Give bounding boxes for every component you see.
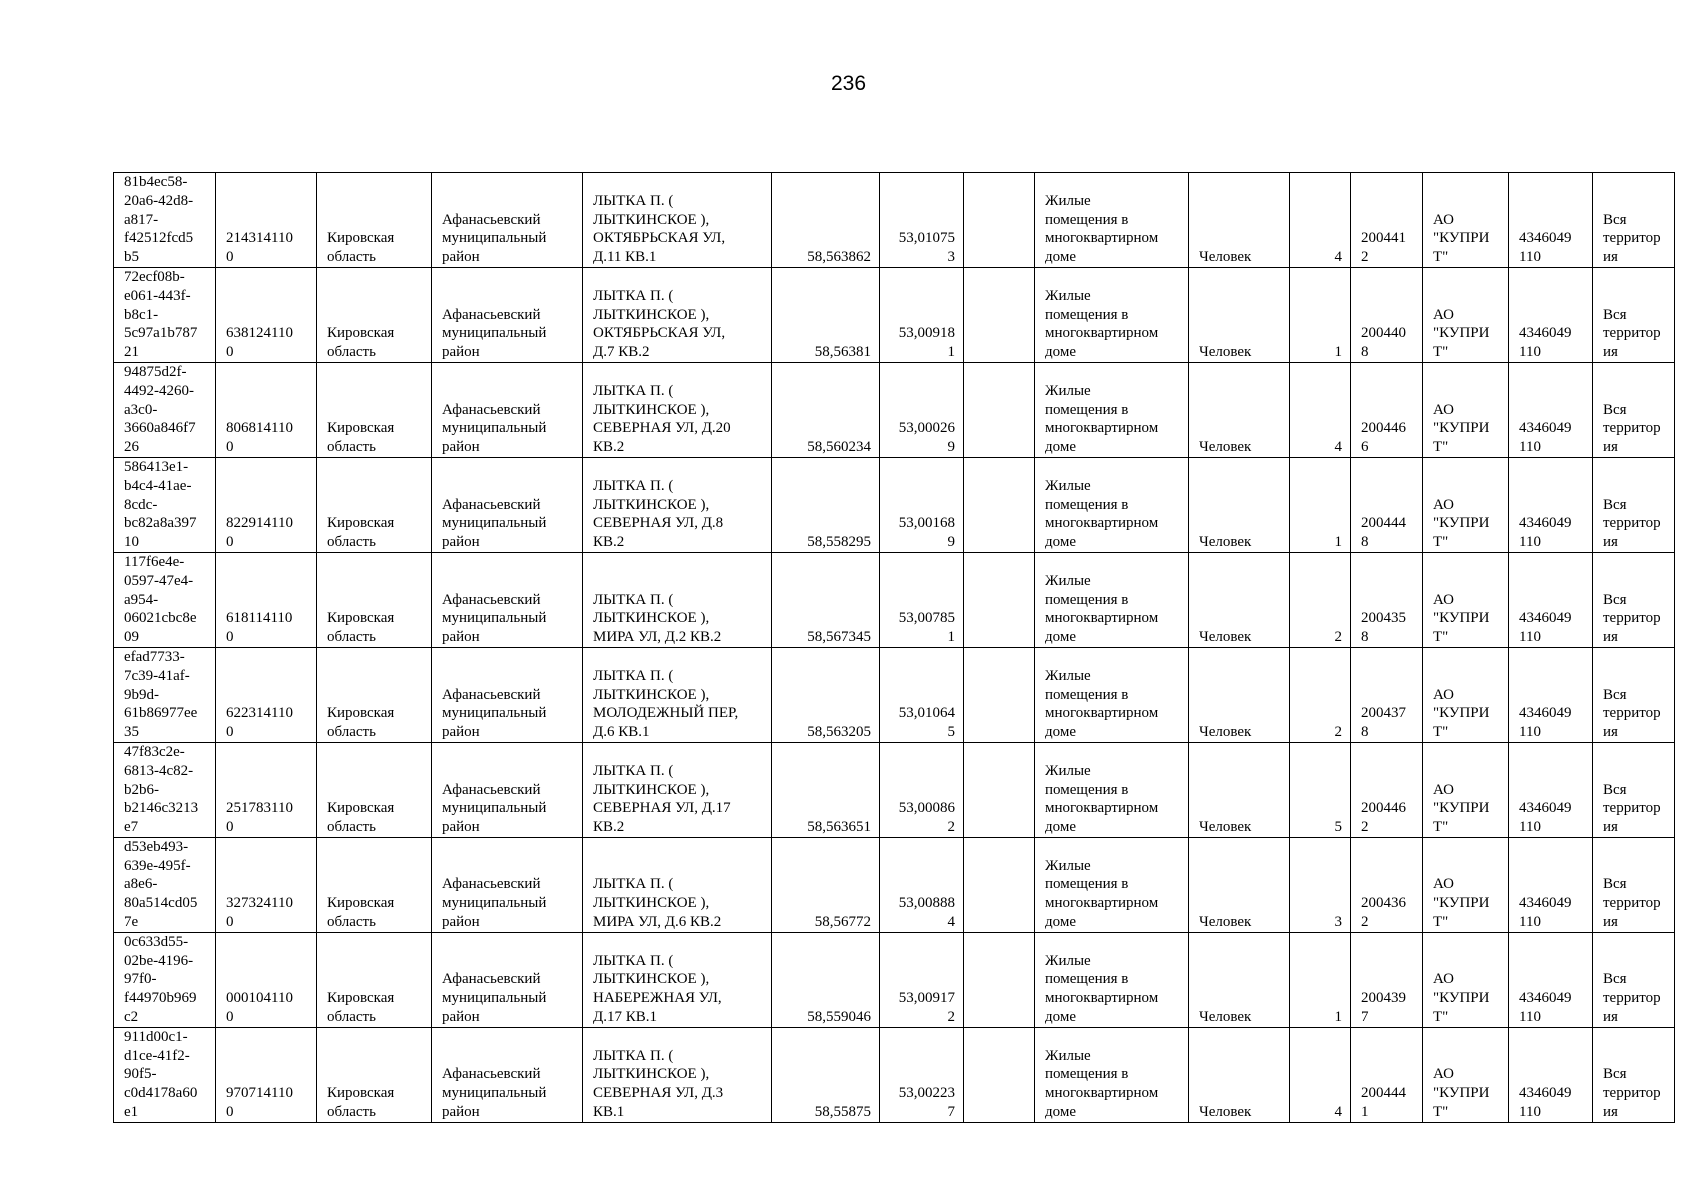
table-row [114, 932, 1675, 1027]
code-cell: 000104110 0 [216, 932, 317, 1027]
longitude-cell: 53,00917 2 [880, 932, 964, 1027]
number-cell: 200440 8 [1351, 267, 1423, 362]
guid-cell: 81b4ec58- 20a6-42d8- a817- f42512fcd5 b5 [114, 173, 216, 268]
latitude-cell: 58,563205 [772, 647, 880, 742]
table-row [114, 362, 1675, 457]
code-cell: 638124110 0 [216, 267, 317, 362]
count-cell: 1 [1290, 932, 1351, 1027]
count-cell: 1 [1290, 267, 1351, 362]
address-cell: ЛЫТКА П. ( ЛЫТКИНСКОЕ ), ОКТЯБРЬСКАЯ УЛ, Д.7 КВ.2 [583, 267, 772, 362]
number-cell: 200435 8 [1351, 552, 1423, 647]
table-row [114, 173, 1675, 268]
empty-cell [964, 742, 1035, 837]
inn-cell: 4346049 110 [1509, 837, 1593, 932]
premises-type-cell: Жилые помещения в многоквартирном доме [1035, 173, 1189, 268]
number-cell: 200444 8 [1351, 457, 1423, 552]
empty-cell [964, 552, 1035, 647]
district-cell: Афанасьевский муниципальный район [432, 267, 583, 362]
premises-type-cell: Жилые помещения в многоквартирном доме [1035, 552, 1189, 647]
region-cell: Кировская область [317, 932, 432, 1027]
organization-cell: АО "КУПРИ Т" [1423, 457, 1509, 552]
empty-cell [964, 173, 1035, 268]
premises-type-cell: Жилые помещения в многоквартирном доме [1035, 457, 1189, 552]
inn-cell: 4346049 110 [1509, 267, 1593, 362]
inn-cell: 4346049 110 [1509, 647, 1593, 742]
latitude-cell: 58,560234 [772, 362, 880, 457]
table-row [114, 1027, 1675, 1122]
organization-cell: АО "КУПРИ Т" [1423, 742, 1509, 837]
number-cell: 200436 2 [1351, 837, 1423, 932]
territory-cell: Вся территор ия [1593, 742, 1675, 837]
latitude-cell: 58,567345 [772, 552, 880, 647]
table-row [114, 742, 1675, 837]
guid-cell: d53eb493- 639e-495f- a8e6- 80a514cd05 7e [114, 837, 216, 932]
region-cell: Кировская область [317, 1027, 432, 1122]
guid-cell: efad7733- 7c39-41af- 9b9d- 61b86977ee 35 [114, 647, 216, 742]
organization-cell: АО "КУПРИ Т" [1423, 1027, 1509, 1122]
district-cell: Афанасьевский муниципальный район [432, 552, 583, 647]
address-cell: ЛЫТКА П. ( ЛЫТКИНСКОЕ ), МИРА УЛ, Д.2 КВ.2 [583, 552, 772, 647]
region-cell: Кировская область [317, 552, 432, 647]
region-cell: Кировская область [317, 647, 432, 742]
count-cell: 4 [1290, 173, 1351, 268]
premises-type-cell: Жилые помещения в многоквартирном доме [1035, 362, 1189, 457]
region-cell: Кировская область [317, 837, 432, 932]
territory-cell: Вся территор ия [1593, 932, 1675, 1027]
inn-cell: 4346049 110 [1509, 457, 1593, 552]
code-cell: 970714110 0 [216, 1027, 317, 1122]
unit-cell: Человек [1189, 457, 1290, 552]
guid-cell: 94875d2f- 4492-4260- a3c0- 3660a846f7 26 [114, 362, 216, 457]
region-cell: Кировская область [317, 267, 432, 362]
empty-cell [964, 932, 1035, 1027]
district-cell: Афанасьевский муниципальный район [432, 647, 583, 742]
count-cell: 2 [1290, 552, 1351, 647]
latitude-cell: 58,56772 [772, 837, 880, 932]
inn-cell: 4346049 110 [1509, 552, 1593, 647]
address-cell: ЛЫТКА П. ( ЛЫТКИНСКОЕ ), СЕВЕРНАЯ УЛ, Д.3 КВ.1 [583, 1027, 772, 1122]
longitude-cell: 53,00918 1 [880, 267, 964, 362]
number-cell: 200439 7 [1351, 932, 1423, 1027]
premises-type-cell: Жилые помещения в многоквартирном доме [1035, 932, 1189, 1027]
number-cell: 200444 1 [1351, 1027, 1423, 1122]
longitude-cell: 53,00026 9 [880, 362, 964, 457]
inn-cell: 4346049 110 [1509, 362, 1593, 457]
code-cell: 618114110 0 [216, 552, 317, 647]
inn-cell: 4346049 110 [1509, 742, 1593, 837]
address-cell: ЛЫТКА П. ( ЛЫТКИНСКОЕ ), ОКТЯБРЬСКАЯ УЛ, Д.11 КВ.1 [583, 173, 772, 268]
unit-cell: Человек [1189, 552, 1290, 647]
organization-cell: АО "КУПРИ Т" [1423, 932, 1509, 1027]
unit-cell: Человек [1189, 267, 1290, 362]
territory-cell: Вся территор ия [1593, 1027, 1675, 1122]
table-row [114, 457, 1675, 552]
territory-cell: Вся территор ия [1593, 647, 1675, 742]
count-cell: 5 [1290, 742, 1351, 837]
table-body [114, 173, 1675, 1123]
longitude-cell: 53,01075 3 [880, 173, 964, 268]
territory-cell: Вся территор ия [1593, 267, 1675, 362]
territory-cell: Вся территор ия [1593, 552, 1675, 647]
unit-cell: Человек [1189, 837, 1290, 932]
unit-cell: Человек [1189, 1027, 1290, 1122]
table-row [114, 647, 1675, 742]
longitude-cell: 53,00888 4 [880, 837, 964, 932]
empty-cell [964, 362, 1035, 457]
longitude-cell: 53,00223 7 [880, 1027, 964, 1122]
unit-cell: Человек [1189, 362, 1290, 457]
district-cell: Афанасьевский муниципальный район [432, 457, 583, 552]
organization-cell: АО "КУПРИ Т" [1423, 647, 1509, 742]
guid-cell: 911d00c1- d1ce-41f2- 90f5- c0d4178a60 e1 [114, 1027, 216, 1122]
organization-cell: АО "КУПРИ Т" [1423, 552, 1509, 647]
address-cell: ЛЫТКА П. ( ЛЫТКИНСКОЕ ), МОЛОДЕЖНЫЙ ПЕР, Д.6 КВ.1 [583, 647, 772, 742]
number-cell: 200437 8 [1351, 647, 1423, 742]
code-cell: 622314110 0 [216, 647, 317, 742]
organization-cell: АО "КУПРИ Т" [1423, 173, 1509, 268]
premises-type-cell: Жилые помещения в многоквартирном доме [1035, 267, 1189, 362]
district-cell: Афанасьевский муниципальный район [432, 742, 583, 837]
table-row [114, 552, 1675, 647]
region-cell: Кировская область [317, 362, 432, 457]
region-cell: Кировская область [317, 457, 432, 552]
district-cell: Афанасьевский муниципальный район [432, 837, 583, 932]
guid-cell: 0c633d55- 02be-4196- 97f0- f44970b969 c2 [114, 932, 216, 1027]
premises-type-cell: Жилые помещения в многоквартирном доме [1035, 1027, 1189, 1122]
address-cell: ЛЫТКА П. ( ЛЫТКИНСКОЕ ), СЕВЕРНАЯ УЛ, Д.20 КВ.2 [583, 362, 772, 457]
count-cell: 1 [1290, 457, 1351, 552]
number-cell: 200446 6 [1351, 362, 1423, 457]
empty-cell [964, 457, 1035, 552]
address-cell: ЛЫТКА П. ( ЛЫТКИНСКОЕ ), СЕВЕРНАЯ УЛ, Д.8 КВ.2 [583, 457, 772, 552]
number-cell: 200446 2 [1351, 742, 1423, 837]
code-cell: 806814110 0 [216, 362, 317, 457]
guid-cell: 47f83c2e- 6813-4c82- b2b6- b2146c3213 e7 [114, 742, 216, 837]
count-cell: 4 [1290, 362, 1351, 457]
empty-cell [964, 267, 1035, 362]
count-cell: 2 [1290, 647, 1351, 742]
longitude-cell: 53,00168 9 [880, 457, 964, 552]
code-cell: 214314110 0 [216, 173, 317, 268]
empty-cell [964, 647, 1035, 742]
premises-type-cell: Жилые помещения в многоквартирном доме [1035, 837, 1189, 932]
unit-cell: Человек [1189, 647, 1290, 742]
address-cell: ЛЫТКА П. ( ЛЫТКИНСКОЕ ), МИРА УЛ, Д.6 КВ.2 [583, 837, 772, 932]
premises-type-cell: Жилые помещения в многоквартирном доме [1035, 742, 1189, 837]
district-cell: Афанасьевский муниципальный район [432, 1027, 583, 1122]
table-row [114, 837, 1675, 932]
empty-cell [964, 1027, 1035, 1122]
inn-cell: 4346049 110 [1509, 1027, 1593, 1122]
address-cell: ЛЫТКА П. ( ЛЫТКИНСКОЕ ), НАБЕРЕЖНАЯ УЛ, Д.17 КВ.1 [583, 932, 772, 1027]
latitude-cell: 58,563862 [772, 173, 880, 268]
region-cell: Кировская область [317, 742, 432, 837]
guid-cell: 117f6e4e- 0597-47e4- a954- 06021cbc8e 09 [114, 552, 216, 647]
district-cell: Афанасьевский муниципальный район [432, 173, 583, 268]
address-cell: ЛЫТКА П. ( ЛЫТКИНСКОЕ ), СЕВЕРНАЯ УЛ, Д.17 КВ.2 [583, 742, 772, 837]
table-row [114, 267, 1675, 362]
page-number: 236 [830, 72, 867, 95]
empty-cell [964, 837, 1035, 932]
longitude-cell: 53,00785 1 [880, 552, 964, 647]
latitude-cell: 58,559046 [772, 932, 880, 1027]
guid-cell: 586413e1- b4c4-41ae- 8cdc- bc82a8a397 10 [114, 457, 216, 552]
code-cell: 327324110 0 [216, 837, 317, 932]
latitude-cell: 58,558295 [772, 457, 880, 552]
territory-cell: Вся территор ия [1593, 362, 1675, 457]
code-cell: 251783110 0 [216, 742, 317, 837]
count-cell: 4 [1290, 1027, 1351, 1122]
code-cell: 822914110 0 [216, 457, 317, 552]
guid-cell: 72ecf08b- e061-443f- b8c1- 5c97a1b787 21 [114, 267, 216, 362]
inn-cell: 4346049 110 [1509, 932, 1593, 1027]
territory-cell: Вся территор ия [1593, 457, 1675, 552]
organization-cell: АО "КУПРИ Т" [1423, 362, 1509, 457]
organization-cell: АО "КУПРИ Т" [1423, 267, 1509, 362]
district-cell: Афанасьевский муниципальный район [432, 932, 583, 1027]
count-cell: 3 [1290, 837, 1351, 932]
unit-cell: Человек [1189, 742, 1290, 837]
latitude-cell: 58,563651 [772, 742, 880, 837]
data-table [113, 172, 1675, 1123]
latitude-cell: 58,55875 [772, 1027, 880, 1122]
territory-cell: Вся территор ия [1593, 173, 1675, 268]
premises-type-cell: Жилые помещения в многоквартирном доме [1035, 647, 1189, 742]
unit-cell: Человек [1189, 932, 1290, 1027]
inn-cell: 4346049 110 [1509, 173, 1593, 268]
longitude-cell: 53,01064 5 [880, 647, 964, 742]
organization-cell: АО "КУПРИ Т" [1423, 837, 1509, 932]
latitude-cell: 58,56381 [772, 267, 880, 362]
district-cell: Афанасьевский муниципальный район [432, 362, 583, 457]
unit-cell: Человек [1189, 173, 1290, 268]
region-cell: Кировская область [317, 173, 432, 268]
longitude-cell: 53,00086 2 [880, 742, 964, 837]
territory-cell: Вся территор ия [1593, 837, 1675, 932]
number-cell: 200441 2 [1351, 173, 1423, 268]
